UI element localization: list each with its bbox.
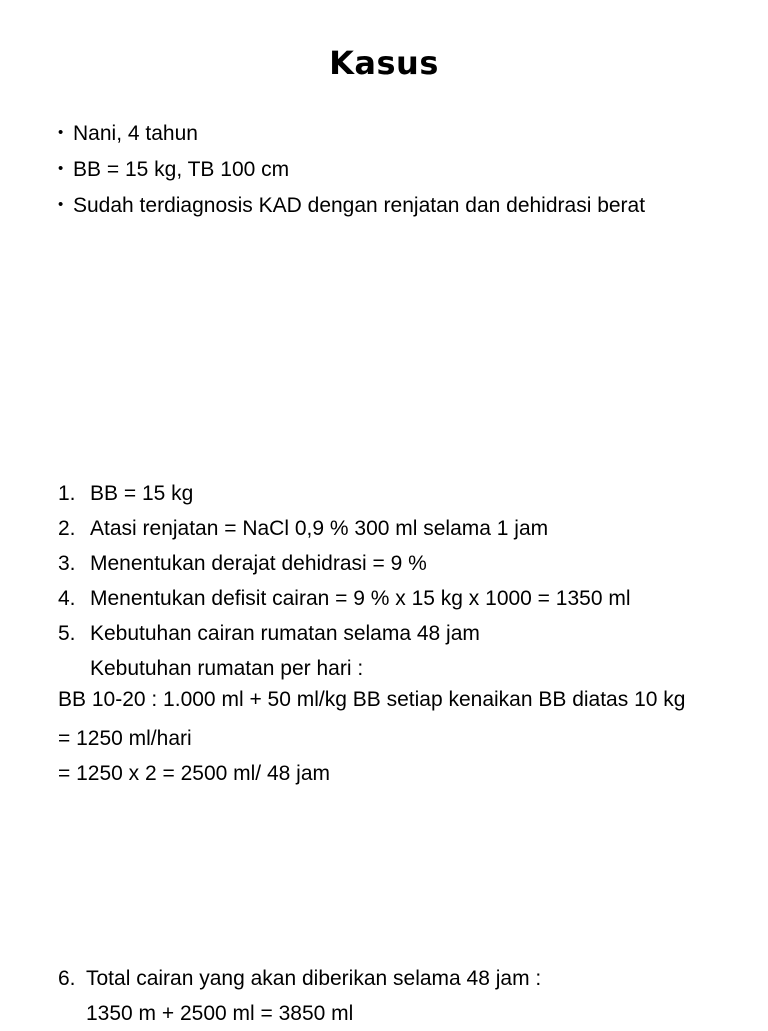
bullet-text: Sudah terdiagnosis KAD dengan renjatan dan dehidrasi berat <box>73 194 646 217</box>
step-subtext: Kebutuhan rumatan per hari : <box>90 657 364 680</box>
bullet-text: Nani, 4 tahun <box>73 122 198 145</box>
list-item <box>58 152 748 188</box>
step-text: Total cairan yang akan diberikan selama 48 jam : <box>86 967 542 990</box>
step-number: 1. <box>58 482 76 505</box>
step-text: Menentukan defisit cairan = 9 % x 15 kg x 1000 = 1350 ml <box>90 587 631 610</box>
step-text: Menentukan derajat dehidrasi = 9 % <box>90 552 427 575</box>
step-text: BB = 15 kg <box>90 482 194 505</box>
page-title: Kasus <box>329 44 439 82</box>
bullet-icon: • <box>58 196 64 213</box>
step-text: Kebutuhan cairan rumatan selama 48 jam <box>90 622 480 645</box>
bullet-icon: • <box>58 160 64 177</box>
bullet-text: BB = 15 kg, TB 100 cm <box>73 158 290 181</box>
step-item <box>58 961 748 996</box>
result-per-day: = 1250 ml/hari <box>58 727 192 750</box>
step-item <box>58 476 748 511</box>
list-item <box>58 188 748 224</box>
step-item <box>58 511 748 546</box>
calculation-steps <box>58 476 748 791</box>
bullet-icon: • <box>58 124 64 141</box>
result-48h: = 1250 x 2 = 2500 ml/ 48 jam <box>58 762 331 785</box>
step-number: 3. <box>58 552 76 575</box>
total-fluid-section <box>58 961 748 1031</box>
step-item <box>58 616 748 651</box>
step-number: 6. <box>58 967 76 990</box>
step-item <box>58 546 748 581</box>
step-number: 5. <box>58 622 76 645</box>
total-fluid-result: 1350 m + 2500 ml = 3850 ml <box>86 1002 354 1025</box>
step-number: 4. <box>58 587 76 610</box>
maintenance-formula: BB 10-20 : 1.000 ml + 50 ml/kg BB setiap kenaikan BB diatas 10 kg <box>58 688 686 711</box>
step-text: Atasi renjatan = NaCl 0,9 % 300 ml selama 1 jam <box>90 517 549 540</box>
case-bullet-list <box>58 116 748 224</box>
step-number: 2. <box>58 517 76 540</box>
list-item <box>58 116 748 152</box>
step-item <box>58 581 748 616</box>
